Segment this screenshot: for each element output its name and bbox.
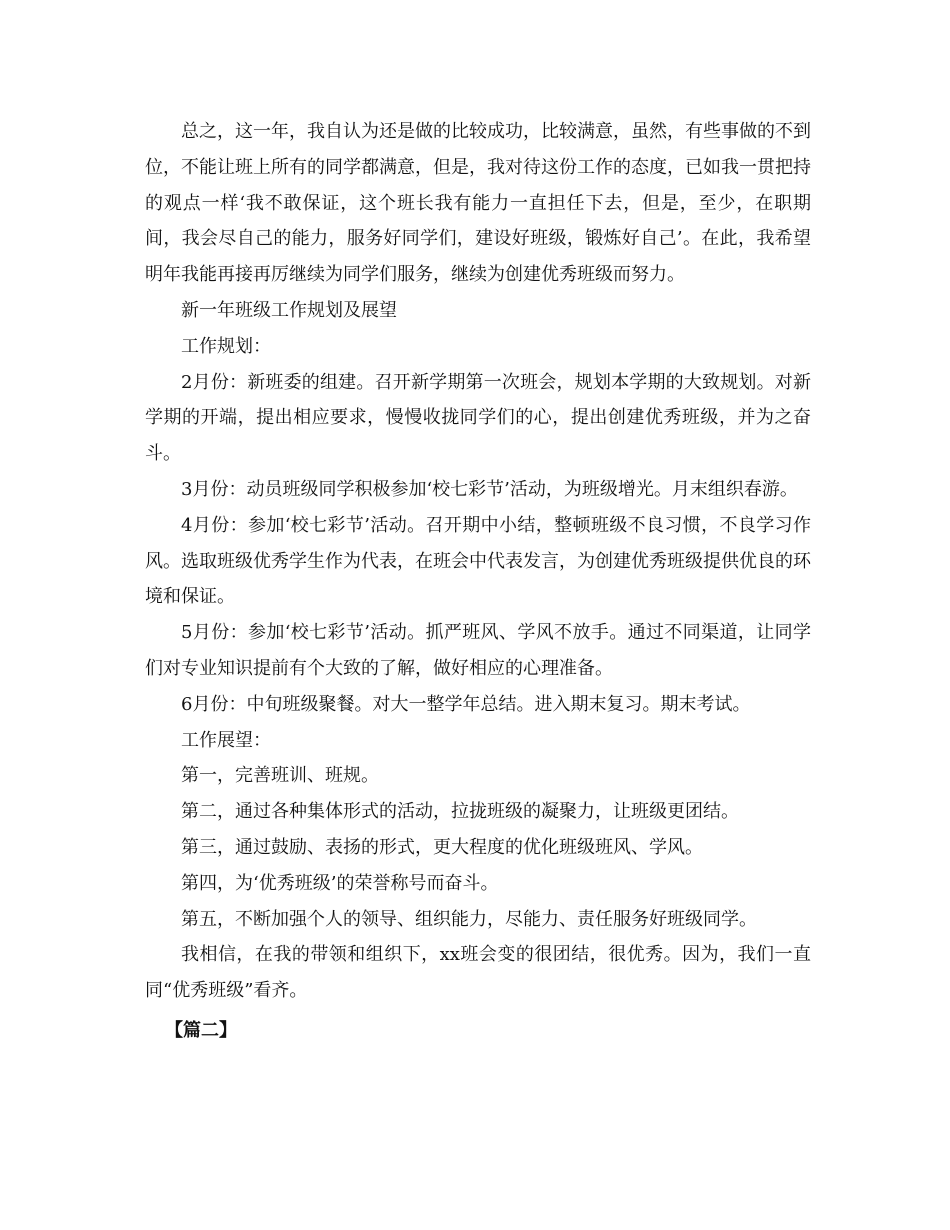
paragraph-work-plan-label: 工作规划： (181, 335, 271, 357)
section-heading: 【篇二】 (165, 1019, 237, 1041)
paragraph-outlook-2: 第二，通过各种集体形式的活动，拉拢班级的凝聚力，让班级更团结。 (181, 801, 739, 823)
paragraph-march: 3月份：动员班级同学积极参加‘校七彩节’活动，为班级增光。月末组织春游。 (181, 478, 798, 500)
paragraph-outlook-label: 工作展望： (181, 729, 271, 751)
paragraph-plan-title: 新一年班级工作规划及展望 (181, 299, 397, 321)
paragraph-conclusion: 我相信，在我的带领和组织下，xx班会变的很团结，很优秀。因为，我们一直同“优秀班级”看齐。 (145, 944, 811, 1002)
paragraph-outlook-1: 第一，完善班训、班规。 (181, 765, 379, 787)
paragraph-june: 6月份：中旬班级聚餐。对大一整学年总结。进入期末复习。期末考试。 (181, 693, 751, 715)
paragraph-may: 5月份：参加‘校七彩节’活动。抓严班风、学风不放手。通过不同渠道，让同学们对专业知识提前有个大致的了解，做好相应的心理准备。 (145, 622, 811, 679)
paragraph-outlook-5: 第五，不断加强个人的领导、组织能力，尽能力、责任服务好班级同学。 (181, 908, 757, 930)
paragraph-outlook-3: 第三，通过鼓励、表扬的形式，更大程度的优化班级班风、学风。 (181, 836, 703, 858)
document-body (145, 114, 811, 1049)
paragraph-outlook-4: 第四，为‘优秀班级’的荣誉称号而奋斗。 (181, 872, 499, 894)
paragraph-february: 2月份：新班委的组建。召开新学期第一次班会，规划本学期的大致规划。对新学期的开端，提出相应要求，慢慢收拢同学们的心，提出创建优秀班级，并为之奋斗。 (145, 371, 811, 465)
paragraph-april: 4月份：参加‘校七彩节’活动。召开期中小结，整顿班级不良习惯，不良学习作风。选取班级优秀学生作为代表，在班会中代表发言，为创建优秀班级提供优良的环境和保证。 (145, 514, 811, 608)
paragraph-summary: 总之，这一年，我自认为还是做的比较成功，比较满意，虽然，有些事做的不到位，不能让班上所有的同学都满意，但是，我对待这份工作的态度，已如我一贯把持的观点一样‘我不敢保证，这个班长我有能力一直担任下去，但是，至少，在职期间，我会尽自己的能力，服务好同学们，建设好班级，锻炼好自己’。在此，我希望明年我能再接再厉继续为同学们服务，继续为创建优秀班级而努力。 (145, 121, 811, 286)
